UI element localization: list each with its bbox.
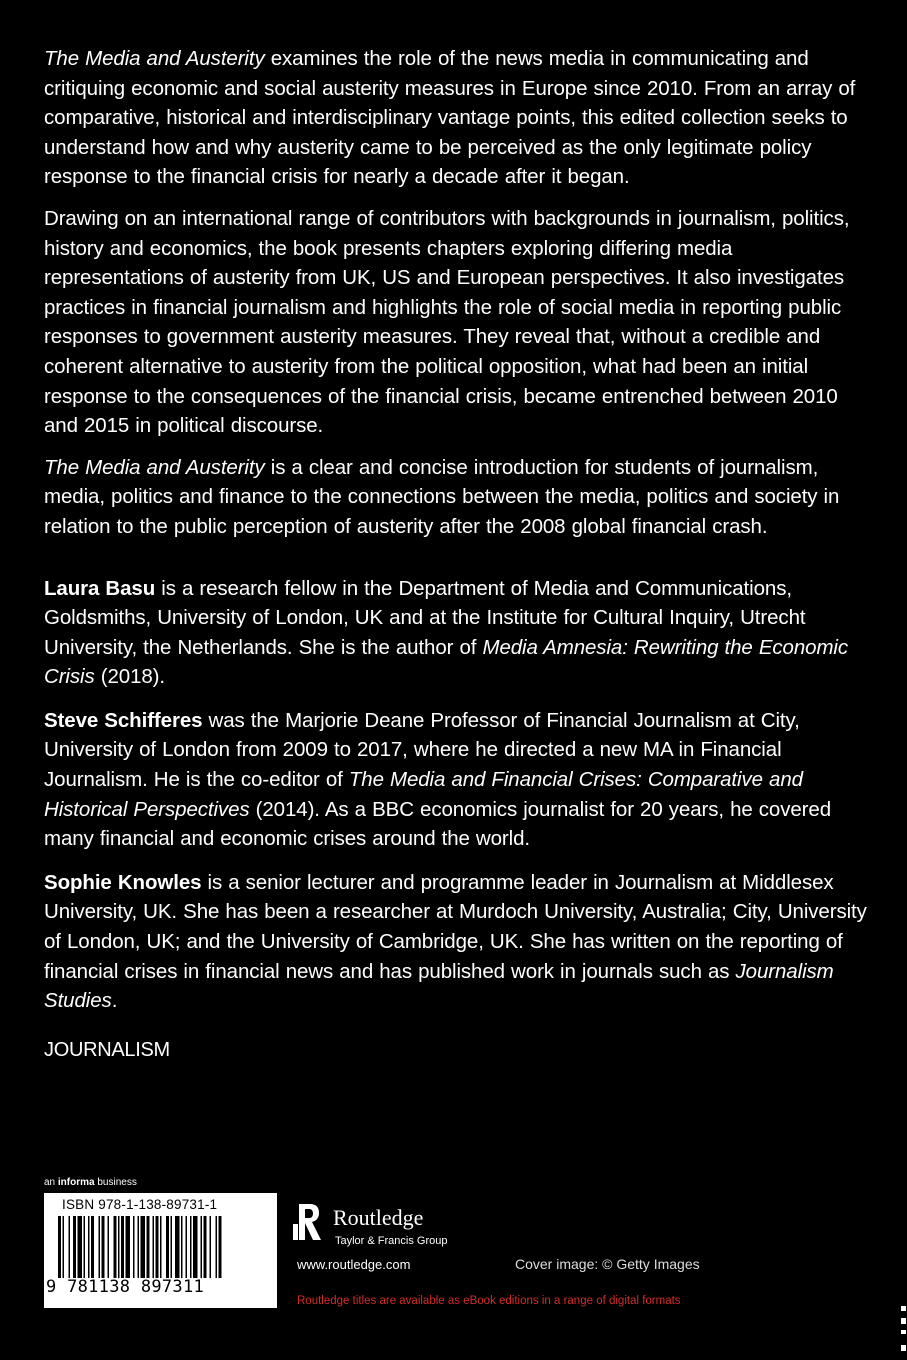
routledge-logo-icon bbox=[293, 1202, 323, 1242]
barcode-bar bbox=[171, 1216, 173, 1278]
description-paragraph-2: Drawing on an international range of contributors with backgrounds in journalism, politics, history and economics, the book presents chapters exploring differing media representations of austerity from UK, US and European perspectives. It also investigates practices in financial journalism and highlights the role of social media in reporting public responses to government austerity measures. They reveal that, without a credible and coherent alternative to austerity from the political opposition, what had been an initial response to the consequences of the financial crisis, became entrenched between 2010 and 2015 in political discourse. bbox=[44, 206, 850, 438]
subject-category: JOURNALISM bbox=[44, 1038, 170, 1061]
barcode-bar bbox=[160, 1216, 162, 1278]
barcode-bar bbox=[78, 1216, 83, 1278]
description-paragraph-1: The Media and Austerity examines the role of the news media in communicating and critiquing economic and social austerity measures in Europe since 2010. From an array of comparative, historical and interdisciplinary vantage points, this edited collection seeks to understand how and why austerity came to be perceived as the only legitimate policy response to the financial crisis for nearly a decade after it began. bbox=[44, 47, 856, 189]
barcode-bar bbox=[99, 1216, 101, 1278]
barcode-bar bbox=[114, 1216, 117, 1278]
barcode-bar bbox=[204, 1216, 207, 1278]
barcode-bar bbox=[133, 1216, 135, 1278]
cover-image-credit: Cover image: © Getty Images bbox=[515, 1256, 700, 1272]
barcode-bar bbox=[190, 1216, 192, 1278]
barcode-icon bbox=[58, 1216, 264, 1278]
barcode-bar bbox=[175, 1216, 180, 1278]
editor-name: Sophie Knowles bbox=[44, 870, 202, 894]
editor-name: Laura Basu bbox=[44, 576, 156, 600]
barcode-bar bbox=[181, 1216, 183, 1278]
barcode-bar bbox=[108, 1216, 110, 1278]
editor-bio-knowles: Sophie Knowles is a senior lecturer and programme leader in Journalism at Middlesex University, UK. She has been a researcher at Murdoch University, Australia; City, University of London, UK; and the University of Cambridge, UK. She has written on the reporting of financial crises in financial news and has published work in journals such as Journalism Studies. bbox=[44, 870, 867, 1013]
book-title: The Media and Austerity bbox=[44, 455, 265, 479]
barcode-bar bbox=[201, 1216, 203, 1278]
barcode-bar bbox=[118, 1216, 120, 1278]
description-paragraph-3: The Media and Austerity is a clear and concise introduction for students of journalism, media, politics and finance to the connections between the media, politics and society in relation to the public perception of austerity after the 2008 global financial crash. bbox=[44, 455, 840, 538]
barcode-bar bbox=[219, 1216, 222, 1278]
barcode-bar bbox=[91, 1216, 94, 1278]
editor-bio-basu: Laura Basu is a research fellow in the Department of Media and Communications, Goldsmiths, University of London, UK and at the Institute for Cultural Inquiry, Utrecht University, the Netherlands. She is the author of Media Amnesia: Rewriting the Economic Crisis (2018). bbox=[44, 576, 849, 689]
publisher-group: Taylor & Francis Group bbox=[335, 1235, 448, 1247]
editor-name: Steve Schifferes bbox=[44, 708, 203, 732]
barcode-bar bbox=[73, 1216, 76, 1278]
barcode-bar bbox=[193, 1216, 198, 1278]
book-title: The Media and Austerity bbox=[44, 47, 265, 70]
isbn-label: ISBN 978-1-138-89731-1 bbox=[62, 1197, 218, 1212]
barcode-number: 9 781138 897311 bbox=[46, 1277, 205, 1297]
barcode-bar bbox=[216, 1216, 218, 1278]
barcode-bar bbox=[166, 1216, 169, 1278]
barcode-bar bbox=[147, 1216, 150, 1278]
barcode-bar bbox=[153, 1216, 155, 1278]
barcode-bar bbox=[102, 1216, 105, 1278]
spine-edge-marks bbox=[898, 1290, 907, 1360]
publisher-website-link[interactable]: www.routledge.com bbox=[297, 1257, 411, 1272]
barcode-bar bbox=[63, 1216, 65, 1278]
barcode-bar bbox=[210, 1216, 212, 1278]
barcode-panel bbox=[44, 1193, 277, 1308]
barcode-bar bbox=[186, 1216, 188, 1278]
barcode-bar bbox=[69, 1216, 71, 1278]
barcode-bar bbox=[121, 1216, 124, 1278]
barcode-bar bbox=[126, 1216, 131, 1278]
barcode-bar bbox=[138, 1216, 140, 1278]
barcode-bar bbox=[84, 1216, 86, 1278]
informa-tagline: an informa business bbox=[44, 1177, 137, 1188]
ebook-availability-note: Routledge titles are available as eBook editions in a range of digital formats bbox=[297, 1295, 681, 1307]
publisher-name: Routledge bbox=[333, 1205, 424, 1230]
barcode-bar bbox=[88, 1216, 90, 1278]
barcode-bar bbox=[141, 1216, 146, 1278]
back-cover-text bbox=[44, 44, 874, 1077]
barcode-bar bbox=[156, 1216, 159, 1278]
editor-bio-schifferes: Steve Schifferes was the Marjorie Deane Professor of Financial Journalism at City, University of London from 2009 to 2017, where he directed a new MA in Financial Journalism. He is the co-editor of The Media and Financial Crises: Comparative and Historical Perspectives (2014). As a BBC economics journalist for 20 years, he covered many financial and economic crises around the world. bbox=[44, 708, 832, 851]
barcode-bar bbox=[58, 1216, 61, 1278]
